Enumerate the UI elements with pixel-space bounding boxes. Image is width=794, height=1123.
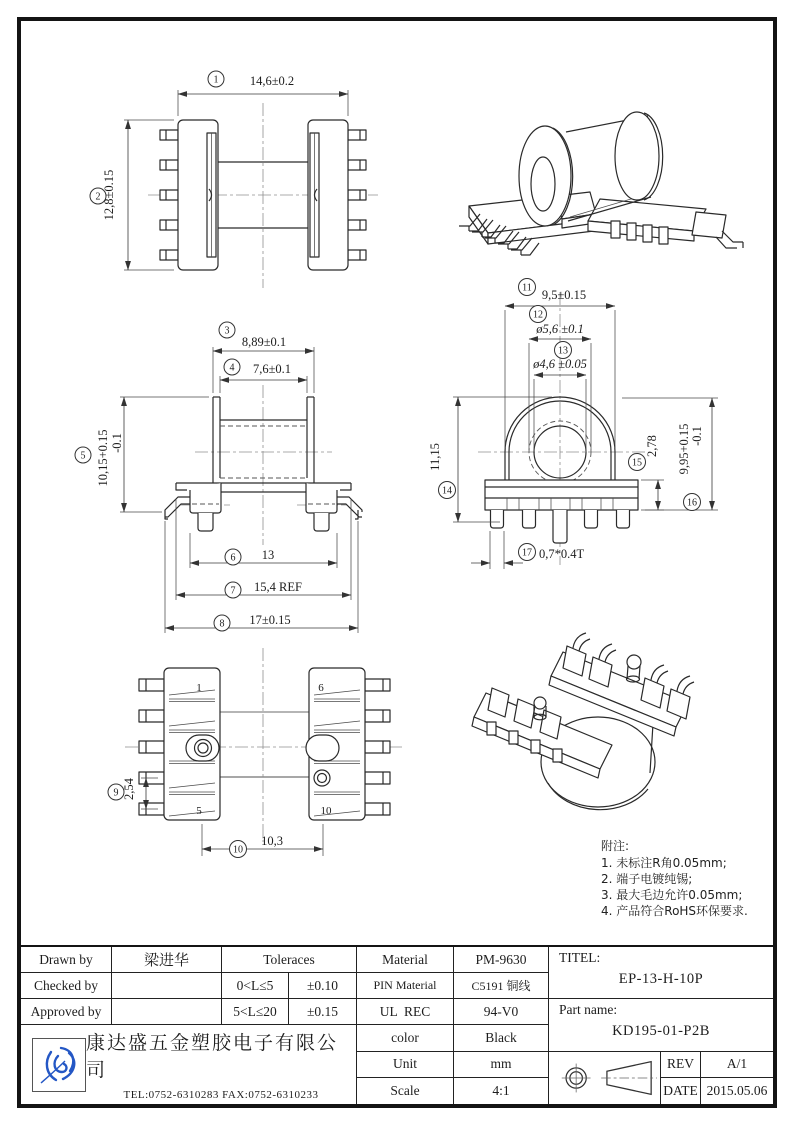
dim-16-label-2: -0.1 (690, 426, 704, 446)
balloon-10-num: 10 (233, 844, 243, 856)
balloon-16 (684, 494, 701, 511)
scale-value: 4:1 (454, 1078, 549, 1104)
balloon-4-num: 4 (229, 362, 235, 374)
dim-14-label: 11,15 (428, 443, 442, 471)
company-cell (21, 1025, 357, 1104)
rev-date-block (549, 1052, 773, 1104)
material-value: PM-9630 (454, 947, 549, 973)
dim-8-label: 17±0.15 (249, 613, 291, 627)
pins-right (348, 130, 366, 260)
dim-6-label: 13 (261, 548, 275, 562)
notes-title: 附注: (601, 839, 630, 853)
balloon-1 (208, 71, 224, 87)
title-block (21, 945, 773, 1104)
balloon-3 (219, 322, 235, 338)
balloon-8 (214, 615, 230, 631)
balloon-15-num: 15 (632, 457, 642, 469)
first-angle-projection-icon (551, 1053, 659, 1103)
color-label: color (357, 1025, 454, 1051)
balloon-16-num: 16 (687, 497, 697, 509)
material-label: Material (357, 947, 454, 973)
drawing-title: EP-13-H-10P (618, 971, 704, 988)
balloon-13-num: 13 (558, 345, 568, 357)
pins-left (160, 130, 178, 260)
note-4: 4. 产品符合RoHS环保要求. (601, 904, 748, 918)
dim-5-label: 10,15+0.15 (96, 429, 110, 487)
dim-12-label: ø5,6 ±0.1 (536, 322, 584, 336)
unit-label: Unit (357, 1052, 454, 1078)
dim-7-label: 15,4 REF (254, 580, 302, 594)
notes-block (601, 839, 748, 918)
drawn-by-value: 梁进华 (112, 947, 222, 973)
balloon-2-num: 2 (95, 191, 101, 203)
pin-number-5: 5 (196, 805, 202, 817)
balloon-12 (530, 306, 547, 323)
part-name-label: Part name: (559, 1002, 618, 1018)
dim-9-label: 2,54 (122, 778, 136, 800)
balloon-4 (224, 359, 240, 375)
balloon-8-num: 8 (219, 618, 225, 630)
bottom-pins-right (365, 679, 390, 815)
balloon-11-num: 11 (522, 282, 532, 294)
balloon-11 (519, 279, 536, 296)
note-3: 3. 最大毛边允许0.05mm; (601, 888, 743, 902)
pin-number-10: 10 (320, 805, 332, 817)
note-2: 2. 端子电镀纯锡; (601, 872, 693, 886)
checked-by-label: Checked by (21, 973, 112, 999)
dim-2-label: 12,8±0.15 (102, 169, 116, 221)
tol-value-1: ±0.10 (289, 973, 357, 999)
tolerances-header: Toleraces (222, 947, 357, 973)
balloon-1-num: 1 (213, 74, 219, 86)
dim-4-label: 7,6±0.1 (252, 362, 292, 376)
projection-symbol-cell (549, 1052, 661, 1104)
pin-material-value: C5191 铜线 (454, 973, 549, 999)
balloon-17-num: 17 (522, 547, 532, 559)
balloon-15 (629, 454, 646, 471)
checked-by-value (112, 973, 222, 999)
balloon-5 (75, 447, 91, 463)
dim-17-label: 0,7*0.4T (539, 547, 585, 561)
pin-material-label: PIN Material (357, 973, 454, 999)
view-bottom (125, 648, 405, 856)
company-name: 康达盛五金塑胶电子有限公司 (86, 1033, 339, 1082)
date-value: 2015.05.06 (706, 1082, 768, 1098)
note-1: 1. 未标注R角0.05mm; (601, 856, 727, 870)
balloon-9-num: 9 (113, 787, 119, 799)
dim-1-label: 14,6±0.2 (249, 74, 295, 88)
dim-13-label: ø4,6 ±0.05 (533, 357, 587, 371)
view-isometric-bottom (472, 633, 694, 810)
title-cell (549, 947, 773, 999)
tol-range-2: 5<L≤20 (222, 999, 289, 1025)
dim-11-label: 9,5±0.15 (541, 288, 587, 302)
rev-value: A/1 (701, 1052, 773, 1078)
bottom-pins-left (139, 679, 164, 815)
unit-value: mm (454, 1052, 549, 1078)
approved-by-value (112, 999, 222, 1025)
dim-3-label: 8,89±0.1 (241, 335, 287, 349)
balloon-3-num: 3 (224, 325, 230, 337)
ul-value: 94-V0 (454, 999, 549, 1025)
tol-value-2: ±0.15 (289, 999, 357, 1025)
tol-range-1: 0<L≤5 (222, 973, 289, 999)
balloon-10 (230, 841, 247, 858)
approved-by-label: Approved by (21, 999, 112, 1025)
balloon-14-num: 14 (442, 485, 452, 497)
company-logo (32, 1038, 86, 1092)
date-label: DATE (661, 1078, 701, 1104)
balloon-12-num: 12 (533, 309, 543, 321)
balloon-6-num: 6 (230, 552, 236, 564)
balloon-13 (555, 342, 572, 359)
drawn-by-label: Drawn by (21, 947, 112, 973)
balloon-6 (225, 549, 241, 565)
balloon-7-num: 7 (230, 585, 236, 597)
dim-15-label: 2,78 (645, 435, 659, 457)
view-isometric-top (459, 112, 743, 255)
part-name-value: KD195-01-P2B (612, 1023, 710, 1040)
pin-number-1: 1 (196, 682, 202, 694)
pin-number-6: 6 (318, 682, 324, 694)
logo-swirl-icon (36, 1042, 82, 1088)
balloon-17 (519, 544, 536, 561)
dim-5-label-2: -0.1 (110, 433, 124, 453)
company-contact: TEL:0752-6310283 FAX:0752-6310233 (123, 1089, 319, 1102)
dim-10-label: 10,3 (261, 834, 283, 848)
scale-label: Scale (357, 1078, 454, 1104)
balloon-7 (225, 582, 241, 598)
part-name-cell (549, 999, 773, 1051)
color-value: Black (454, 1025, 549, 1051)
ul-label: UL REC (357, 999, 454, 1025)
title-label: TITEL: (559, 950, 601, 965)
rev-label: REV (661, 1052, 701, 1078)
balloon-5-num: 5 (80, 450, 86, 462)
balloon-14 (439, 482, 456, 499)
view-top-front (124, 90, 378, 288)
dim-16-label: 9,95+0.15 (677, 423, 691, 475)
